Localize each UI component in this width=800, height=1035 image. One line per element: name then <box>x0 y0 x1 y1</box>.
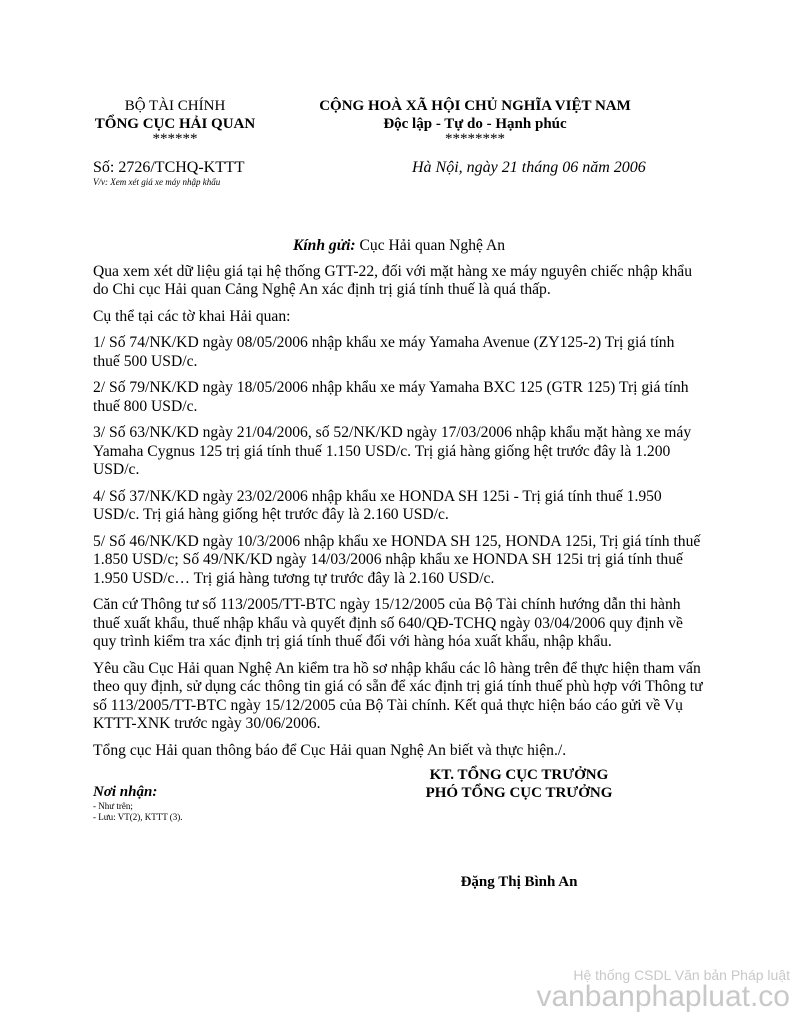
paragraph: Căn cứ Thông tư số 113/2005/TT-BTC ngày 15/12/2005 của Bộ Tài chính hướng dẫn thi hành thuế xuất khẩu, thuế nhập khẩu và quyết định số 640/QĐ-TCHQ ngày 03/04/2006 quy định về quy trình kiểm tra xác định trị giá tính thuế đối với hàng hóa xuất khẩu, nhập khẩu. <box>93 596 683 650</box>
left-separator: ****** <box>152 131 198 147</box>
recipient-item: - Lưu: VT(2), KTTT (3). <box>93 812 183 822</box>
ministry-name: BỘ TÀI CHÍNH <box>124 98 226 114</box>
document-number: Số: 2726/TCHQ-KTTT <box>93 159 245 176</box>
document-body <box>93 237 705 768</box>
signature-title-1: KT. TỔNG CỤC TRƯỞNG <box>429 767 609 783</box>
signature-block <box>380 766 658 802</box>
header-right <box>290 97 660 145</box>
salutation <box>93 237 705 256</box>
country-name: CỘNG HOÀ XÃ HỘI CHỦ NGHĨA VIỆT NAM <box>319 98 631 114</box>
signature-title-2: PHÓ TỔNG CỤC TRƯỞNG <box>425 785 613 801</box>
list-item: 4/ Số 37/NK/KD ngày 23/02/2006 nhập khẩu xe HONDA SH 125i - Trị giá tính thuế 1.950 USD/c. Trị giá hàng giống hệt trước đây là 2.160 USD/c. <box>93 487 662 523</box>
salutation-label: Kính gửi: <box>292 237 356 254</box>
recipients-list <box>93 801 183 823</box>
paragraph: Tổng cục Hải quan thông báo để Cục Hải quan Nghệ An biết và thực hiện./. <box>93 741 567 759</box>
watermark-site: vanbanphapluat.co <box>536 980 790 1013</box>
paragraph: Qua xem xét dữ liệu giá tại hệ thống GTT-22, đối với mặt hàng xe máy nguyên chiếc nhập khẩu do Chi cục Hải quan Cảng Nghệ An xác định trị giá tính thuế là quá thấp. <box>93 262 693 298</box>
motto: Độc lập - Tự do - Hạnh phúc <box>383 116 567 132</box>
paragraph: Cụ thể tại các tờ khai Hải quan: <box>93 307 291 325</box>
right-separator: ******** <box>445 131 505 147</box>
document-subject: V/v: Xem xét giá xe máy nhập khẩu <box>93 177 221 187</box>
recipients-title: Nơi nhận: <box>93 784 158 800</box>
salutation-recipient: Cục Hải quan Nghệ An <box>359 237 506 254</box>
signer-name: Đặng Thị Bình An <box>460 874 578 890</box>
watermark-line-1: Hệ thống CSDL Văn bản Pháp luật <box>573 967 790 983</box>
list-item: 1/ Số 74/NK/KD ngày 08/05/2006 nhập khẩu xe máy Yamaha Avenue (ZY125-2) Trị giá tính thuế 500 USD/c. <box>93 334 675 370</box>
place-date: Hà Nội, ngày 21 tháng 06 năm 2006 <box>412 159 646 176</box>
list-item: 3/ Số 63/NK/KD ngày 21/04/2006, số 52/NK/KD ngày 17/03/2006 nhập khẩu mặt hàng xe máy Yamaha Cygnus 125 trị giá tính thuế 1.150 USD/c. Trị giá hàng giống hệt trước đây là 1.200 USD/c. <box>93 424 692 478</box>
list-item: 5/ Số 46/NK/KD ngày 10/3/2006 nhập khẩu xe HONDA SH 125, HONDA 125i, Trị giá tính thuế 1.850 USD/c; Số 49/NK/KD ngày 14/03/2006 nhập khẩu xe HONDA SH 125i trị giá tính thuế 1.950 USD/c… Trị giá hàng tương tự trước đây là 2.160 USD/c. <box>93 532 701 587</box>
recipient-item: - Như trên; <box>93 801 133 811</box>
department-name: TỔNG CỤC HẢI QUAN <box>94 116 256 132</box>
header-left <box>80 97 270 145</box>
list-item: 2/ Số 79/NK/KD ngày 18/05/2006 nhập khẩu xe máy Yamaha BXC 125 (GTR 125) Trị giá tính thuế 800 USD/c. <box>93 379 689 415</box>
paragraph: Yêu cầu Cục Hải quan Nghệ An kiểm tra hồ sơ nhập khẩu các lô hàng trên để thực hiện tham vấn theo quy định, sử dụng các thông tin giá có sẵn để xác định trị giá tính thuế phù hợp với Thông tư số 113/2005/TT-BTC ngày 15/12/2005 của Bộ Tài chính. Kết quả thực hiện báo cáo gửi về Vụ KTTT-XNK trước ngày 30/06/2006. <box>93 659 703 732</box>
